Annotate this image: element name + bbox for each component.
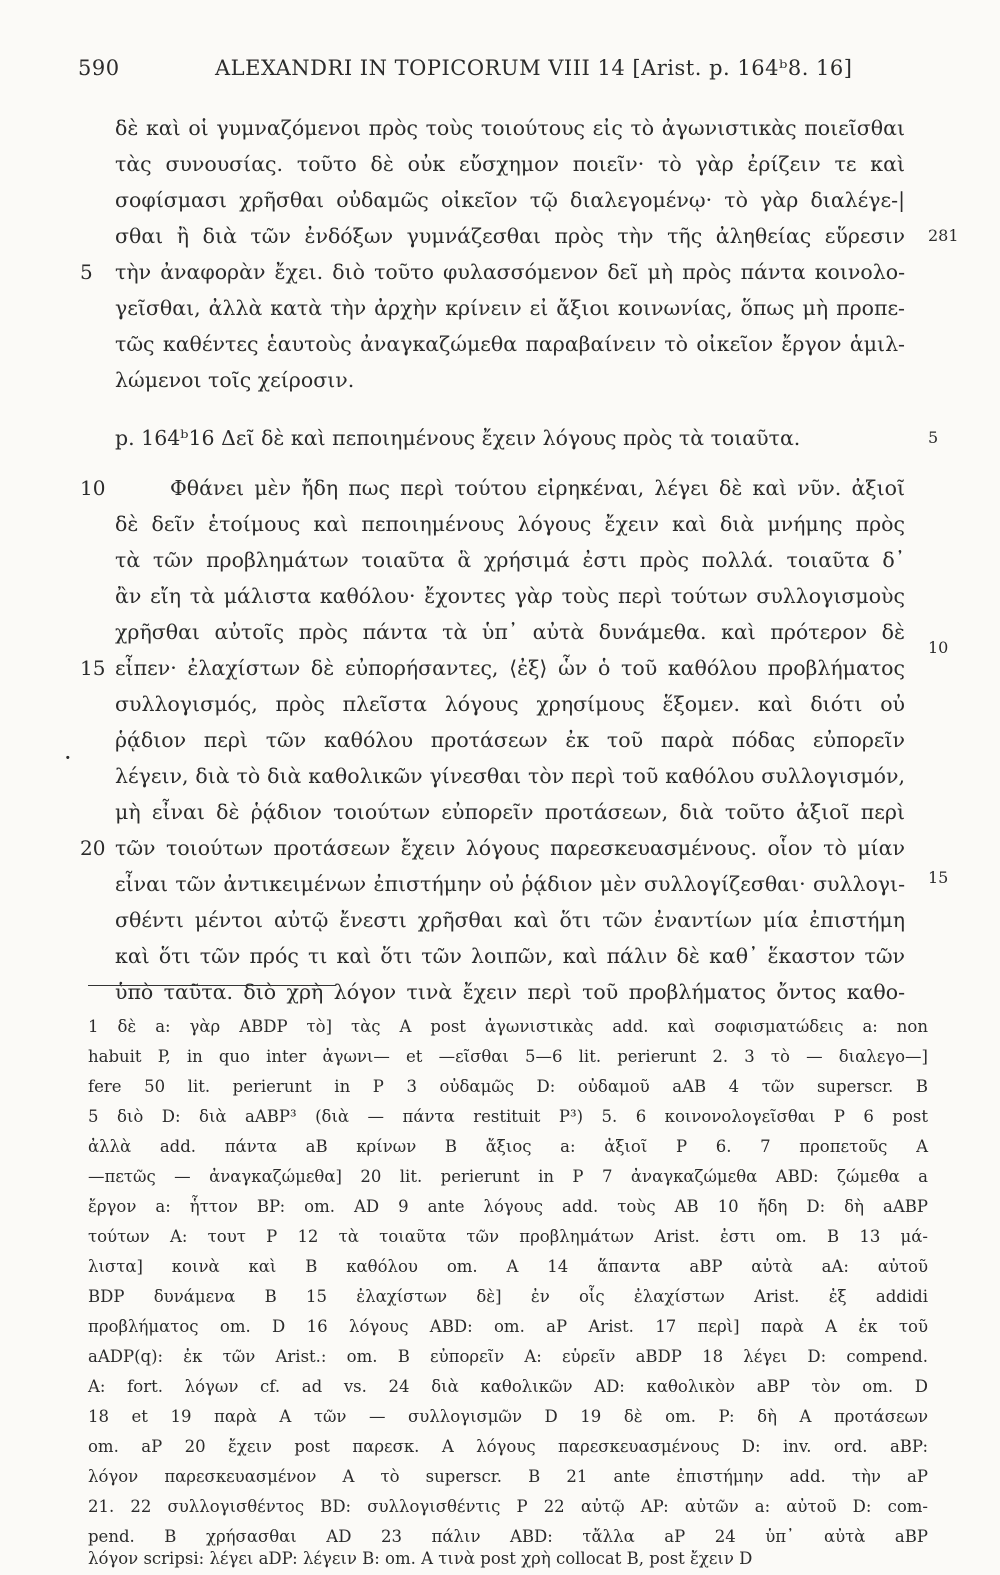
text-line: τὴν ἀναφορὰν ἔχει. διὸ τοῦτο φυλασσόμενον δεῖ μὴ πρὸς πάντα κοινολο- bbox=[115, 260, 905, 284]
margin-line-number: 10 bbox=[928, 638, 949, 657]
text-line: τὰς συνουσίας. τοῦτο δὲ οὐκ εὔσχημον ποιεῖν· τὸ γὰρ ἐρίζειν τε καὶ bbox=[115, 152, 905, 176]
text-line: σοφίσμασι χρῆσθαι οὐδαμῶς οἰκεῖον τῷ διαλεγομένῳ· τὸ γὰρ διαλέγε-| bbox=[115, 188, 905, 212]
apparatus-line: habuit P, in quo inter ἀγωνι— et —εῖσθαι 5—6 lit. perierunt 2. 3 τὸ — διαλεγο—] bbox=[88, 1047, 928, 1066]
text-line: ῥᾴδιον περὶ τῶν καθόλου προτάσεων ἐκ τοῦ παρὰ πόδας εὐπορεῖν bbox=[115, 728, 905, 752]
page-number: 590 bbox=[78, 56, 120, 80]
text-line: ὑπὸ ταῦτα. διὸ χρὴ λόγον τινὰ ἔχειν περὶ τοῦ προβλήματος ὄντος καθο- bbox=[115, 980, 905, 1004]
text-line: ἂν εἴη τὰ μάλιστα καθόλου· ἔχοντες γὰρ τοὺς περὶ τούτων συλλογισμοὺς bbox=[115, 584, 905, 608]
line-number: 15 bbox=[80, 656, 106, 680]
apparatus-line: fere 50 lit. perierunt in P 3 οὐδαμῶς D: οὐδαμοῦ aAB 4 τῶν superscr. B bbox=[88, 1077, 928, 1096]
text-line: τὰ τῶν προβλημάτων τοιαῦτα ἃ χρήσιμά ἐστι πρὸς πολλά. τοιαῦτα δ᾽ bbox=[115, 548, 905, 572]
apparatus-line: om. aP 20 ἔχειν post παρεσκ. A λόγους παρεσκευασμένους D: inv. ord. aBP: bbox=[88, 1437, 928, 1456]
text-line: λέγειν, διὰ τὸ διὰ καθολικῶν γίνεσθαι τὸν περὶ τοῦ καθόλου συλλογισμόν, bbox=[115, 764, 905, 788]
lemma-heading: p. 164ᵇ16 Δεῖ δὲ καὶ πεποιημένους ἔχειν λόγους πρὸς τὰ τοιαῦτα. bbox=[115, 426, 801, 450]
apparatus-line: 1 δὲ a: γὰρ ABDP τὸ] τὰς A post ἀγωνιστικὰς add. καὶ σοφισματώδεις a: non bbox=[88, 1017, 928, 1036]
text-line: τῶς καθέντες ἑαυτοὺς ἀναγκαζώμεθα παραβαίνειν τὸ οἰκεῖον ἔργον ἁμιλ- bbox=[115, 332, 905, 356]
running-title: ALEXANDRI IN TOPICORUM VIII 14 [Arist. p. 164ᵇ8. 16] bbox=[215, 56, 853, 80]
text-line: τῶν τοιούτων προτάσεων ἔχειν λόγους παρεσκευασμένους. οἷον τὸ μίαν bbox=[115, 836, 905, 860]
apparatus-line: ἀλλὰ add. πάντα aB κρίνων B ἄξιος a: ἀξιοῖ P 6. 7 προπετοῦς A bbox=[88, 1137, 928, 1156]
apparatus-line: λιστα] κοινὰ καὶ B καθόλου om. A 14 ἅπαντα aBP αὐτὰ aA: αὐτοῦ bbox=[88, 1257, 928, 1276]
text-line: σθέντι μέντοι αὐτῷ ἔνεστι χρῆσθαι καὶ ὅτι τῶν ἐναντίων μία ἐπιστήμη bbox=[115, 908, 905, 932]
margin-line-number: 15 bbox=[928, 868, 949, 887]
apparatus-line: λόγον scripsi: λέγει aDP: λέγειν B: om. A τινὰ post χρὴ collocat B, post ἔχειν D bbox=[88, 1549, 753, 1568]
apparatus-line: 21. 22 συλλογισθέντος BD: συλλογισθέντις P 22 αὐτῷ AP: αὐτῶν a: αὐτοῦ D: com- bbox=[88, 1497, 928, 1516]
line-number: 10 bbox=[80, 476, 106, 500]
text-line: Φθάνει μὲν ἤδη πως περὶ τούτου εἰρηκέναι, λέγει δὲ καὶ νῦν. ἀξιοῖ bbox=[170, 476, 905, 500]
apparatus-line: ἔργον a: ἧττον BP: om. AD 9 ante λόγους add. τοὺς AB 10 ἤδη D: δὴ aABP bbox=[88, 1197, 928, 1216]
margin-page-number: 281 bbox=[928, 226, 959, 245]
margin-dot: · bbox=[64, 744, 72, 772]
apparatus-line: A: fort. λόγων cf. ad vs. 24 διὰ καθολικῶν AD: καθολικὸν aBP τὸν om. D bbox=[88, 1377, 928, 1396]
text-line: εἶναι τῶν ἀντικειμένων ἐπιστήμην οὐ ῥᾴδιον μὲν συλλογίζεσθαι· συλλογι- bbox=[115, 872, 905, 896]
apparatus-line: τούτων A: τουτ P 12 τὰ τοιαῦτα τῶν προβλημάτων Arist. ἐστι om. B 13 μά- bbox=[88, 1227, 928, 1246]
apparatus-line: 5 διὸ D: διὰ aABP³ (διὰ — πάντα restituit P³) 5. 6 κοινονολογεῖσθαι P 6 post bbox=[88, 1107, 928, 1126]
apparatus-line: pend. B χρήσασθαι AD 23 πάλιν ABD: τἄλλα aP 24 ὑπ᾽ αὐτὰ aBP bbox=[88, 1527, 928, 1546]
text-line: εἶπεν· ἐλαχίστων δὲ εὐπορήσαντες, ⟨ἐξ⟩ ὧν ὁ τοῦ καθόλου προβλήματος bbox=[115, 656, 905, 680]
text-line: γεῖσθαι, ἀλλὰ κατὰ τὴν ἀρχὴν κρίνειν εἰ ἄξιοι κοινωνίας, ὅπως μὴ προπε- bbox=[115, 296, 905, 320]
text-line: δὲ καὶ οἱ γυμναζόμενοι πρὸς τοὺς τοιούτους εἰς τὸ ἀγωνιστικὰς ποιεῖσθαι bbox=[115, 116, 905, 140]
apparatus-line: BDP δυνάμενα B 15 ἐλαχίστων δὲ] ἐν οἷς ἐλαχίστων Arist. ἐξ addidi bbox=[88, 1287, 928, 1306]
apparatus-line: —πετῶς — ἀναγκαζώμεθα] 20 lit. perierunt in P 7 ἀναγκαζώμεθα ABD: ζώμεθα a bbox=[88, 1167, 928, 1186]
text-line: σθαι ἢ διὰ τῶν ἐνδόξων γυμνάζεσθαι πρὸς τὴν τῆς ἀληθείας εὕρεσιν bbox=[115, 224, 905, 248]
line-number: 5 bbox=[80, 260, 93, 284]
text-line: δὲ δεῖν ἑτοίμους καὶ πεποιημένους λόγους ἔχειν καὶ διὰ μνήμης πρὸς bbox=[115, 512, 905, 536]
margin-line-number: 5 bbox=[928, 428, 939, 447]
apparatus-line: aADP(q): ἐκ τῶν Arist.: om. B εὐπορεῖν A: εὑρεῖν aBDP 18 λέγει D: compend. bbox=[88, 1347, 928, 1366]
apparatus-line: προβλήματος om. D 16 λόγους ABD: om. aP Arist. 17 περὶ] παρὰ A ἐκ τοῦ bbox=[88, 1317, 928, 1336]
line-number: 20 bbox=[80, 836, 106, 860]
apparatus-line: λόγον παρεσκευασμένον A τὸ superscr. B 21 ante ἐπιστήμην add. τὴν aP bbox=[88, 1467, 928, 1486]
footnote-rule bbox=[88, 985, 336, 986]
text-line: καὶ ὅτι τῶν πρός τι καὶ ὅτι τῶν λοιπῶν, καὶ πάλιν δὲ καθ᾽ ἕκαστον τῶν bbox=[115, 944, 905, 968]
text-line: χρῆσθαι αὐτοῖς πρὸς πάντα τὰ ὑπ᾽ αὐτὰ δυνάμεθα. καὶ πρότερον δὲ bbox=[115, 620, 905, 644]
text-line: λώμενοι τοῖς χείροσιν. bbox=[115, 368, 355, 392]
apparatus-line: 18 et 19 παρὰ A τῶν — συλλογισμῶν D 19 δὲ om. P: δὴ A προτάσεων bbox=[88, 1407, 928, 1426]
text-line: μὴ εἶναι δὲ ῥᾴδιον τοιούτων εὐπορεῖν προτάσεων, διὰ τοῦτο ἀξιοῖ περὶ bbox=[115, 800, 905, 824]
text-line: συλλογισμός, πρὸς πλεῖστα λόγους χρησίμους ἕξομεν. καὶ διότι οὐ bbox=[115, 692, 905, 716]
